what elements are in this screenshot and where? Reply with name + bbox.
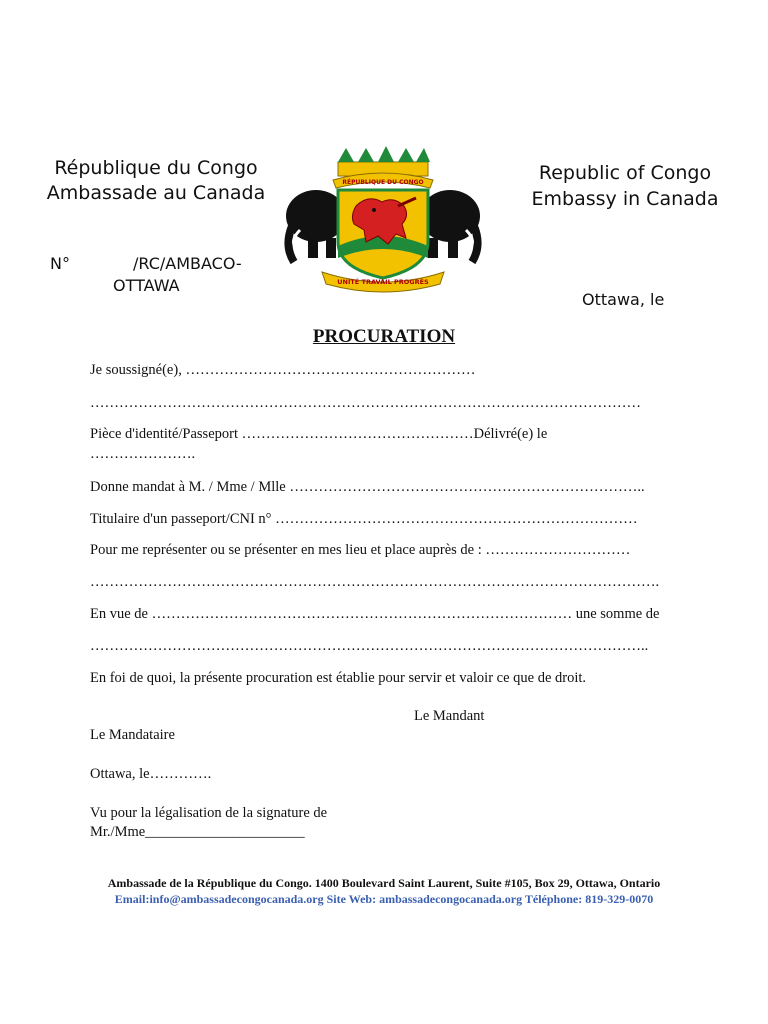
form-line-mandate: Donne mandat à M. / Mme / Mlle ……………………………………………………………….. bbox=[90, 479, 645, 495]
coat-of-arms-icon bbox=[278, 146, 488, 294]
crest-motto: UNITÉ TRAVAIL PROGRÈS bbox=[337, 278, 429, 286]
legalisation-line: Vu pour la légalisation de la signature de bbox=[90, 805, 328, 821]
header-right bbox=[520, 160, 730, 212]
place-date: Ottawa, le bbox=[582, 290, 665, 309]
form-line-id-cont: …………………. bbox=[90, 446, 196, 462]
form-line-declaration: En foi de quoi, la présente procuration est établie pour servir et valoir ce que de droit. bbox=[90, 670, 587, 686]
header-left-country: République du Congo bbox=[54, 157, 258, 179]
reference-city: OTTAWA bbox=[113, 276, 180, 295]
signature-mandataire: Le Mandataire bbox=[90, 727, 175, 743]
coat-of-arms bbox=[278, 146, 488, 294]
shield-icon bbox=[338, 190, 428, 278]
form-line-represent: Pour me représenter ou se présenter en mes lieu et place auprès de : ………………………… bbox=[90, 542, 631, 558]
header-left bbox=[36, 156, 276, 206]
form-line-name-cont: …………………………………………………………………………………………………… bbox=[90, 395, 641, 411]
header-right-country: Republic of Congo bbox=[538, 162, 712, 184]
header-right-embassy: Embassy in Canada bbox=[531, 188, 719, 210]
footer-contact: Email:info@ambassadecongocanada.org Site Web: ambassadecongocanada.org Téléphone: 819-329-0070 bbox=[114, 892, 654, 906]
signature-mandant: Le Mandant bbox=[414, 708, 485, 724]
reference-number-label: N° bbox=[50, 254, 70, 273]
form-line-amount: …………………………………………………………………………………………………….. bbox=[90, 638, 649, 654]
page-title: PROCURATION bbox=[312, 326, 456, 347]
form-line-passport: Titulaire d'un passeport/CNI n° ………………………………………………………………… bbox=[90, 511, 638, 527]
header-left-embassy: Ambassade au Canada bbox=[46, 182, 266, 204]
form-line-id: Pièce d'identité/Passeport …………………………………………Délivré(e) le bbox=[90, 426, 548, 442]
ottawa-date-line: Ottawa, le…………. bbox=[90, 766, 212, 782]
form-line-represent-cont: ………………………………………………………………………………………………………. bbox=[90, 574, 660, 590]
form-line-purpose: En vue de …………………………………………………………………………… une somme de bbox=[90, 606, 660, 622]
reference-code: /RC/AMBACO- bbox=[133, 254, 242, 273]
footer-address: Ambassade de la République du Congo. 1400 Boulevard Saint Laurent, Suite #105, Box 29, Ottawa, Ontario bbox=[107, 876, 661, 890]
legalisation-name-line: Mr./Mme______________________ bbox=[90, 824, 305, 840]
crest-top-banner: RÉPUBLIQUE DU CONGO bbox=[342, 179, 424, 186]
form-line-name: Je soussigné(e), …………………………………………………… bbox=[90, 362, 476, 378]
